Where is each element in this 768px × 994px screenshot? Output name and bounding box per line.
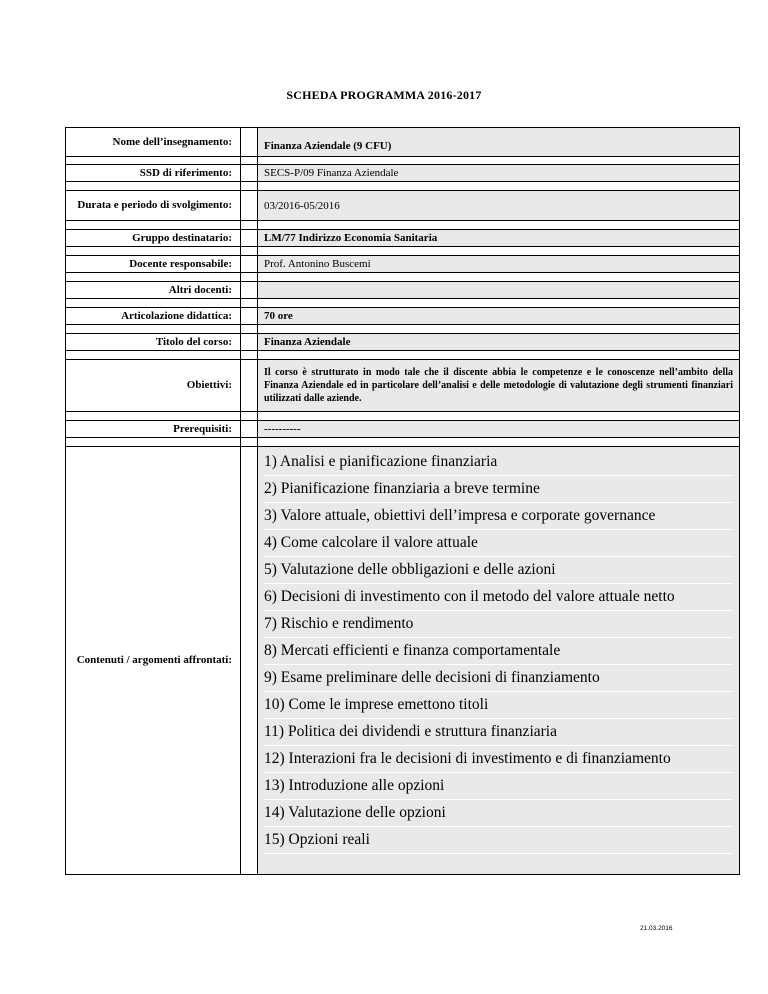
row-prerequisiti [66, 420, 739, 437]
topic-list [258, 447, 739, 874]
label-prerequisiti: Prerequisiti: [66, 421, 241, 437]
label-ssd: SSD di riferimento: [66, 165, 241, 181]
row-gruppo [66, 229, 739, 246]
label-nome: Nome dell’insegnamento: [66, 128, 241, 156]
label-durata: Durata e periodo di svolgimento: [66, 191, 241, 220]
row-obiettivi [66, 359, 739, 411]
row-docente [66, 255, 739, 272]
value-docente: Prof. Antonino Buscemi [258, 256, 739, 272]
value-obiettivi: Il corso è strutturato in modo tale che il discente abbia le competenze e le conoscenze nell’ambito della Finanza Aziendale ed in particolare dell’analisi e delle metodologie di valutazione degli strumenti finanziari utilizzati dalle aziende. [258, 360, 739, 411]
row-articolazione [66, 307, 739, 324]
list-item: 15) Opzioni reali [264, 827, 733, 854]
list-item: 3) Valore attuale, obiettivi dell’impresa e corporate governance [264, 503, 733, 530]
value-prerequisiti: ---------- [258, 421, 739, 437]
label-contenuti: Contenuti / argomenti affrontati: [66, 447, 241, 874]
list-item: 13) Introduzione alle opzioni [264, 773, 733, 800]
value-gruppo: LM/77 Indirizzo Economia Sanitaria [258, 230, 739, 246]
list-item: 4) Come calcolare il valore attuale [264, 530, 733, 557]
row-ssd [66, 164, 739, 181]
list-item: 14) Valutazione delle opzioni [264, 800, 733, 827]
list-item: 2) Pianificazione finanziaria a breve termine [264, 476, 733, 503]
list-item: 7) Rischio e rendimento [264, 611, 733, 638]
label-articolazione: Articolazione didattica: [66, 308, 241, 324]
list-item: 1) Analisi e pianificazione finanziaria [264, 449, 733, 476]
value-articolazione: 70 ore [258, 308, 739, 324]
row-altri [66, 281, 739, 298]
page-title: SCHEDA PROGRAMMA 2016-2017 [286, 88, 482, 102]
list-item: 5) Valutazione delle obbligazioni e delle azioni [264, 557, 733, 584]
list-item: 12) Interazioni fra le decisioni di investimento e di finanziamento [264, 746, 733, 773]
row-titolo [66, 333, 739, 350]
list-item: 8) Mercati efficienti e finanza comportamentale [264, 638, 733, 665]
label-titolo: Titolo del corso: [66, 334, 241, 350]
row-contenuti [66, 446, 739, 874]
list-item: 6) Decisioni di investimento con il metodo del valore attuale netto [264, 584, 733, 611]
program-form [65, 127, 740, 875]
value-altri [258, 282, 739, 298]
label-obiettivi: Obiettivi: [66, 360, 241, 411]
label-altri: Altri docenti: [66, 282, 241, 298]
value-durata: 03/2016-05/2016 [258, 191, 739, 220]
row-durata [66, 190, 739, 220]
label-docente: Docente responsabile: [66, 256, 241, 272]
value-ssd: SECS-P/09 Finanza Aziendale [258, 165, 739, 181]
list-item: 11) Politica dei dividendi e struttura finanziaria [264, 719, 733, 746]
footer-date: 21.03.2016 [640, 925, 673, 932]
value-titolo: Finanza Aziendale [258, 334, 739, 350]
label-gruppo: Gruppo destinatario: [66, 230, 241, 246]
list-item: 10) Come le imprese emettono titoli [264, 692, 733, 719]
row-nome [66, 128, 739, 156]
value-nome: Finanza Aziendale (9 CFU) [258, 128, 739, 156]
list-item: 9) Esame preliminare delle decisioni di finanziamento [264, 665, 733, 692]
